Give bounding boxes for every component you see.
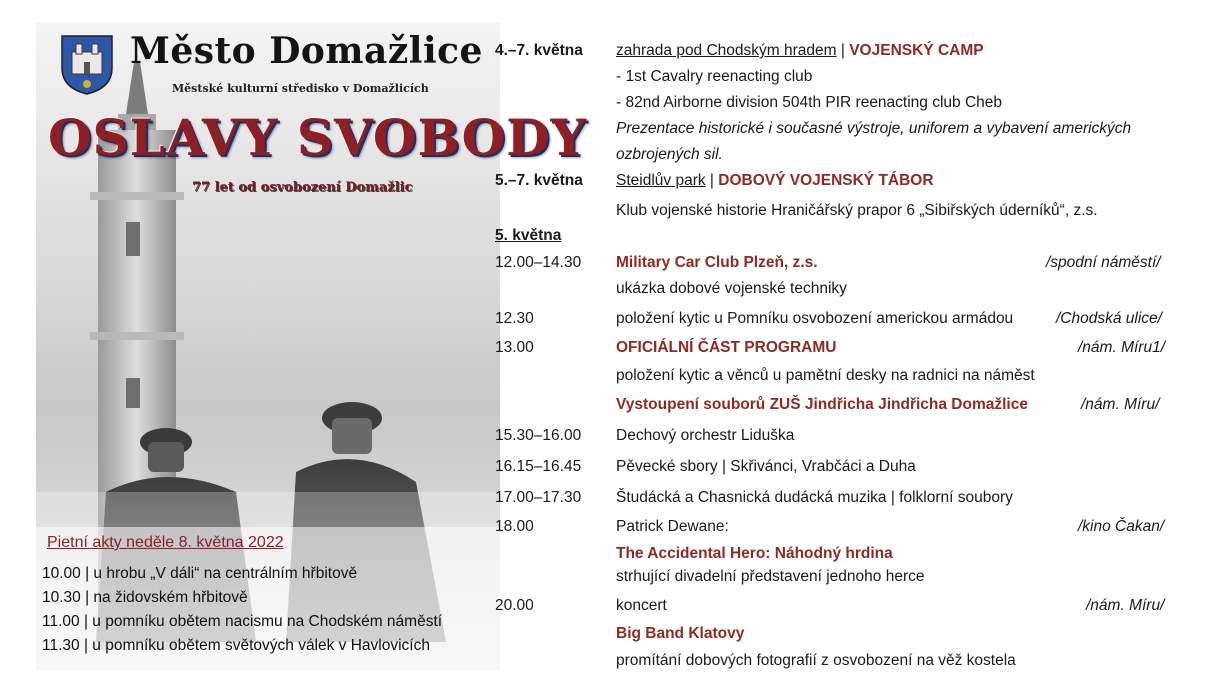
event-description: promítání dobových fotografií z osvobození na věž kostela <box>616 652 1016 669</box>
event-title: Big Band Klatovy <box>616 625 745 642</box>
block-date: 4.–7. května <box>495 42 583 59</box>
event-location: /Chodská ulice/ <box>1056 310 1162 327</box>
separator: | <box>836 42 850 59</box>
event-description: položení kytic a věnců u pamětní desky na radnici na náměst <box>616 367 1035 384</box>
venue: Steidlův park <box>616 172 706 189</box>
event-text: Pěvecké sbory | Skřivánci, Vrabčáci a Duha <box>616 458 916 475</box>
event-text: koncert <box>616 597 667 614</box>
event-location: /nám. Míru/ <box>1086 597 1165 614</box>
city-crest-icon <box>60 34 114 96</box>
event-location: /nám. Míru1/ <box>1078 339 1165 356</box>
memorial-item: 10.30 | na židovském hřbitově <box>42 589 248 606</box>
city-subtitle: Městské kulturní středisko v Domažlicích <box>172 82 429 95</box>
event-time: 12.30 <box>495 310 534 327</box>
club-line: - 82nd Airborne division 504th PIR reenacting club Cheb <box>616 94 1003 111</box>
block-date: 5.–7. května <box>495 172 583 189</box>
club-line: - 1st Cavalry reenacting club <box>616 68 813 85</box>
city-title: Město Domažlice <box>130 30 483 72</box>
block-title: DOBOVÝ VOJENSKÝ TÁBOR <box>718 172 934 189</box>
separator: | <box>705 172 719 189</box>
event-location: /kino Čakan/ <box>1078 518 1165 535</box>
event-location: /nám. Míru/ <box>1081 396 1160 413</box>
memorial-item: 11.00 | u pomníku obětem nacismu na Chodském náměstí <box>42 613 443 630</box>
memorial-item: 10.00 | u hrobu „V dáli“ na centrálním hřbitově <box>42 565 358 582</box>
event-time: 20.00 <box>495 597 534 614</box>
event-title: The Accidental Hero: Náhodný hrdina <box>616 545 893 562</box>
block-title: VOJENSKÝ CAMP <box>849 42 984 59</box>
event-title: OFICIÁLNÍ ČÁST PROGRAMU <box>616 339 837 356</box>
venue: zahrada pod Chodským hradem <box>616 42 837 59</box>
event-text: Dechový orchestr Liduška <box>616 427 795 444</box>
memorial-heading: Pietní akty neděle 8. května 2022 <box>47 534 284 551</box>
memorial-list <box>42 562 442 658</box>
event-time: 12.00–14.30 <box>495 254 582 271</box>
event-text: Patrick Dewane: <box>616 518 729 535</box>
anniversary-subtitle: 77 let od osvobození Domažlic <box>192 180 413 195</box>
event-location: /spodní náměstí/ <box>1046 254 1161 271</box>
event-time: 18.00 <box>495 518 534 535</box>
block-header <box>616 41 984 61</box>
event-title: Vystoupení souborů ZUŠ Jindřicha Jindřicha Domažlice <box>616 396 1028 413</box>
day-heading: 5. května <box>495 227 562 244</box>
event-description: ukázka dobové vojenské techniky <box>616 280 847 297</box>
main-title: OSLAVY SVOBODY <box>48 108 588 167</box>
event-title: Military Car Club Plzeň, z.s. <box>616 254 818 271</box>
event-text: položení kytic u Pomníku osvobození americkou armádou <box>616 310 1014 327</box>
event-time: 16.15–16.45 <box>495 458 582 475</box>
event-time: 13.00 <box>495 339 534 356</box>
block-header <box>616 171 934 191</box>
club-line: Klub vojenské historie Hraničářský prapor 6 „Sibiřských úderníků“, z.s. <box>616 202 1098 219</box>
description-line: Prezentace historické i současné výstroje, uniforem a vybavení amerických <box>616 120 1132 137</box>
event-text: Študácká a Chasnická dudácká muzika | folklorní soubory <box>616 489 1013 506</box>
event-time: 15.30–16.00 <box>495 427 582 444</box>
description-line: ozbrojených sil. <box>616 146 723 163</box>
memorial-item: 11.30 | u pomníku obětem světových válek v Havlovicích <box>42 637 430 654</box>
event-time: 17.00–17.30 <box>495 489 582 506</box>
event-description: strhující divadelní představení jednoho herce <box>616 568 925 585</box>
